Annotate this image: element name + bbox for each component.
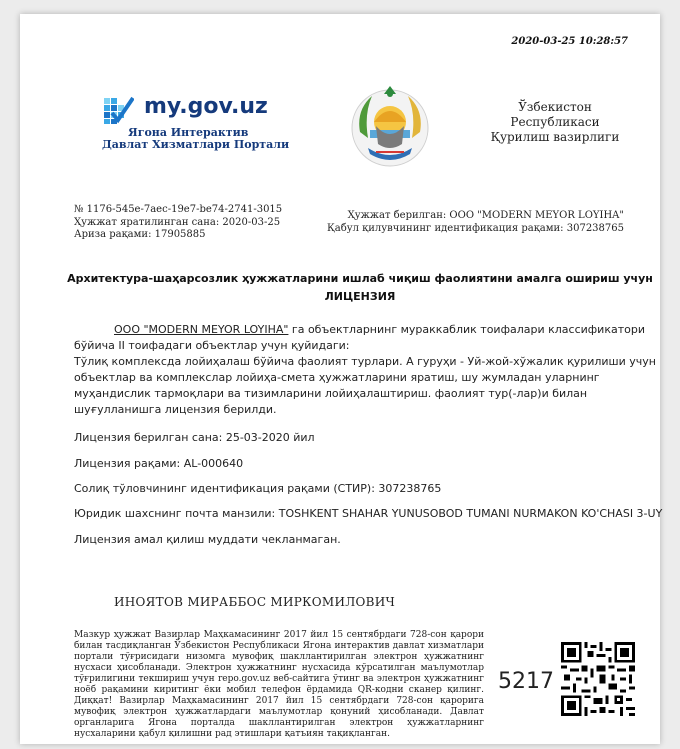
ministry-line1: Ўзбекистон (518, 100, 592, 114)
ministry-line3: Қурилиш вазирлиги (490, 130, 620, 144)
ministry-name (480, 100, 630, 145)
title-line2: ЛИЦЕНЗИЯ (324, 290, 396, 303)
portal-domain: my.gov.uz (144, 94, 268, 119)
portal-name-line2: Давлат Хизматлари Портали (102, 138, 290, 151)
qr-code-icon[interactable] (561, 642, 635, 716)
license-description (74, 322, 664, 418)
document-created-date: Ҳужжат яратилинган сана: 2020-03-25 (74, 216, 281, 228)
postal-address: Юридик шахснинг почта манзили: TOSHKENT SHAHAR YUNUSOBOD TUMANI NURMAKON KO'CHASI 3-UY (74, 507, 663, 520)
ministry-line2: Республикаси (510, 115, 600, 129)
tax-id: Солиқ тўловчининг идентификация рақами (СТИР): 307238765 (74, 482, 442, 495)
uzbekistan-state-emblem-icon (346, 82, 434, 170)
license-issue-date: Лицензия берилган сана: 25-03-2020 йил (74, 431, 315, 444)
issued-to: Ҳужжат берилган: ООО "MODERN MEYOR LOYIHA" (347, 210, 624, 221)
document-metadata (74, 204, 282, 242)
company-name: ООО "MODERN MEYOR LOYIHA" (114, 323, 289, 336)
recipient-id: Қабул қилувчининг идентификация рақами: 307238765 (327, 222, 624, 234)
document-timestamp: 2020-03-25 10:28:57 (511, 36, 628, 47)
application-number: Ариза рақами: 17905885 (74, 229, 206, 240)
title-line1: Архитектура-шаҳарсозлик ҳужжатларини ишлаб чиқиш фаолиятини амалга ошириш учун (67, 272, 653, 285)
signer-name: ИНОЯТОВ МИРАББОС МИРКОМИЛОВИЧ (114, 595, 396, 609)
description-line2: бўйича II тоифадаги объектлар учун қуйидаги: (74, 339, 350, 352)
document-page (20, 14, 663, 744)
description-line1: га объектларнинг мураккаблик тоифалари классификатори (288, 323, 645, 336)
license-number: Лицензия рақами: AL-000640 (74, 457, 244, 470)
legal-disclaimer: Мазкур ҳужжат Вазирлар Маҳкамасининг 2017 йил 15 сентябрдаги 728-сон қарори билан тасдиқланган Ўзбекистон Республикаси Ягона интерактив давлат хизматлари портали тўғрисидаги низомга мувофиқ шакллантирилган электрон ҳужжатнинг нусхаси ҳисобланади. Электрон ҳужжатнинг нусхасида кўрсатилган маълумотлар тўғрилигини текшириш учун repo.gov.uz веб-сайтига ўтинг ва электрон ҳужжатнинг ноёб рақамини киритинг ёки мобил телефон ёрдамида QR-кодни сканер қилинг. Диққат! Вазирлар Маҳкамасининг 2017 йил 15 сентябрдаги 728-сон қарорига мувофиқ электрон ҳужжатлардаги маълумотлар қонуний ҳисобланади. Давлат органларига Ягона порталда шакллантирилган электрон ҳужжатларнинг нусхаларини қабул қилишни рад этишлари қатъиян тақиқланган. (74, 630, 484, 739)
recipient-metadata (327, 210, 624, 235)
description-line5: муҳандислик тармоқлари ва тизимларини лойиҳалаштириш. фаолият тур(-лар)и билан (74, 387, 588, 400)
description-line6: шуғулланишга лицензия берилди. (74, 403, 277, 416)
portal-name-line1: Ягона Интерактив (128, 126, 249, 139)
description-line4: объектлар ва комплекслар лойиҳа-смета ҳужжатларини яратиш, шу жумладан уларнинг (74, 371, 600, 384)
document-title (60, 270, 660, 306)
verification-code: 5217 (498, 669, 554, 694)
checkmark-mosaic-icon (102, 94, 134, 126)
description-line3: Тўлиқ комплексда лойиҳалаш бўйича фаолият турлари. А гуруҳи - Уй-жой-хўжалик қурилиши учун (74, 355, 656, 368)
document-id: № 1176-545e-7aec-19e7-be74-2741-3015 (74, 204, 283, 215)
license-validity: Лицензия амал қилиш муддати чекланмаган. (74, 533, 341, 546)
